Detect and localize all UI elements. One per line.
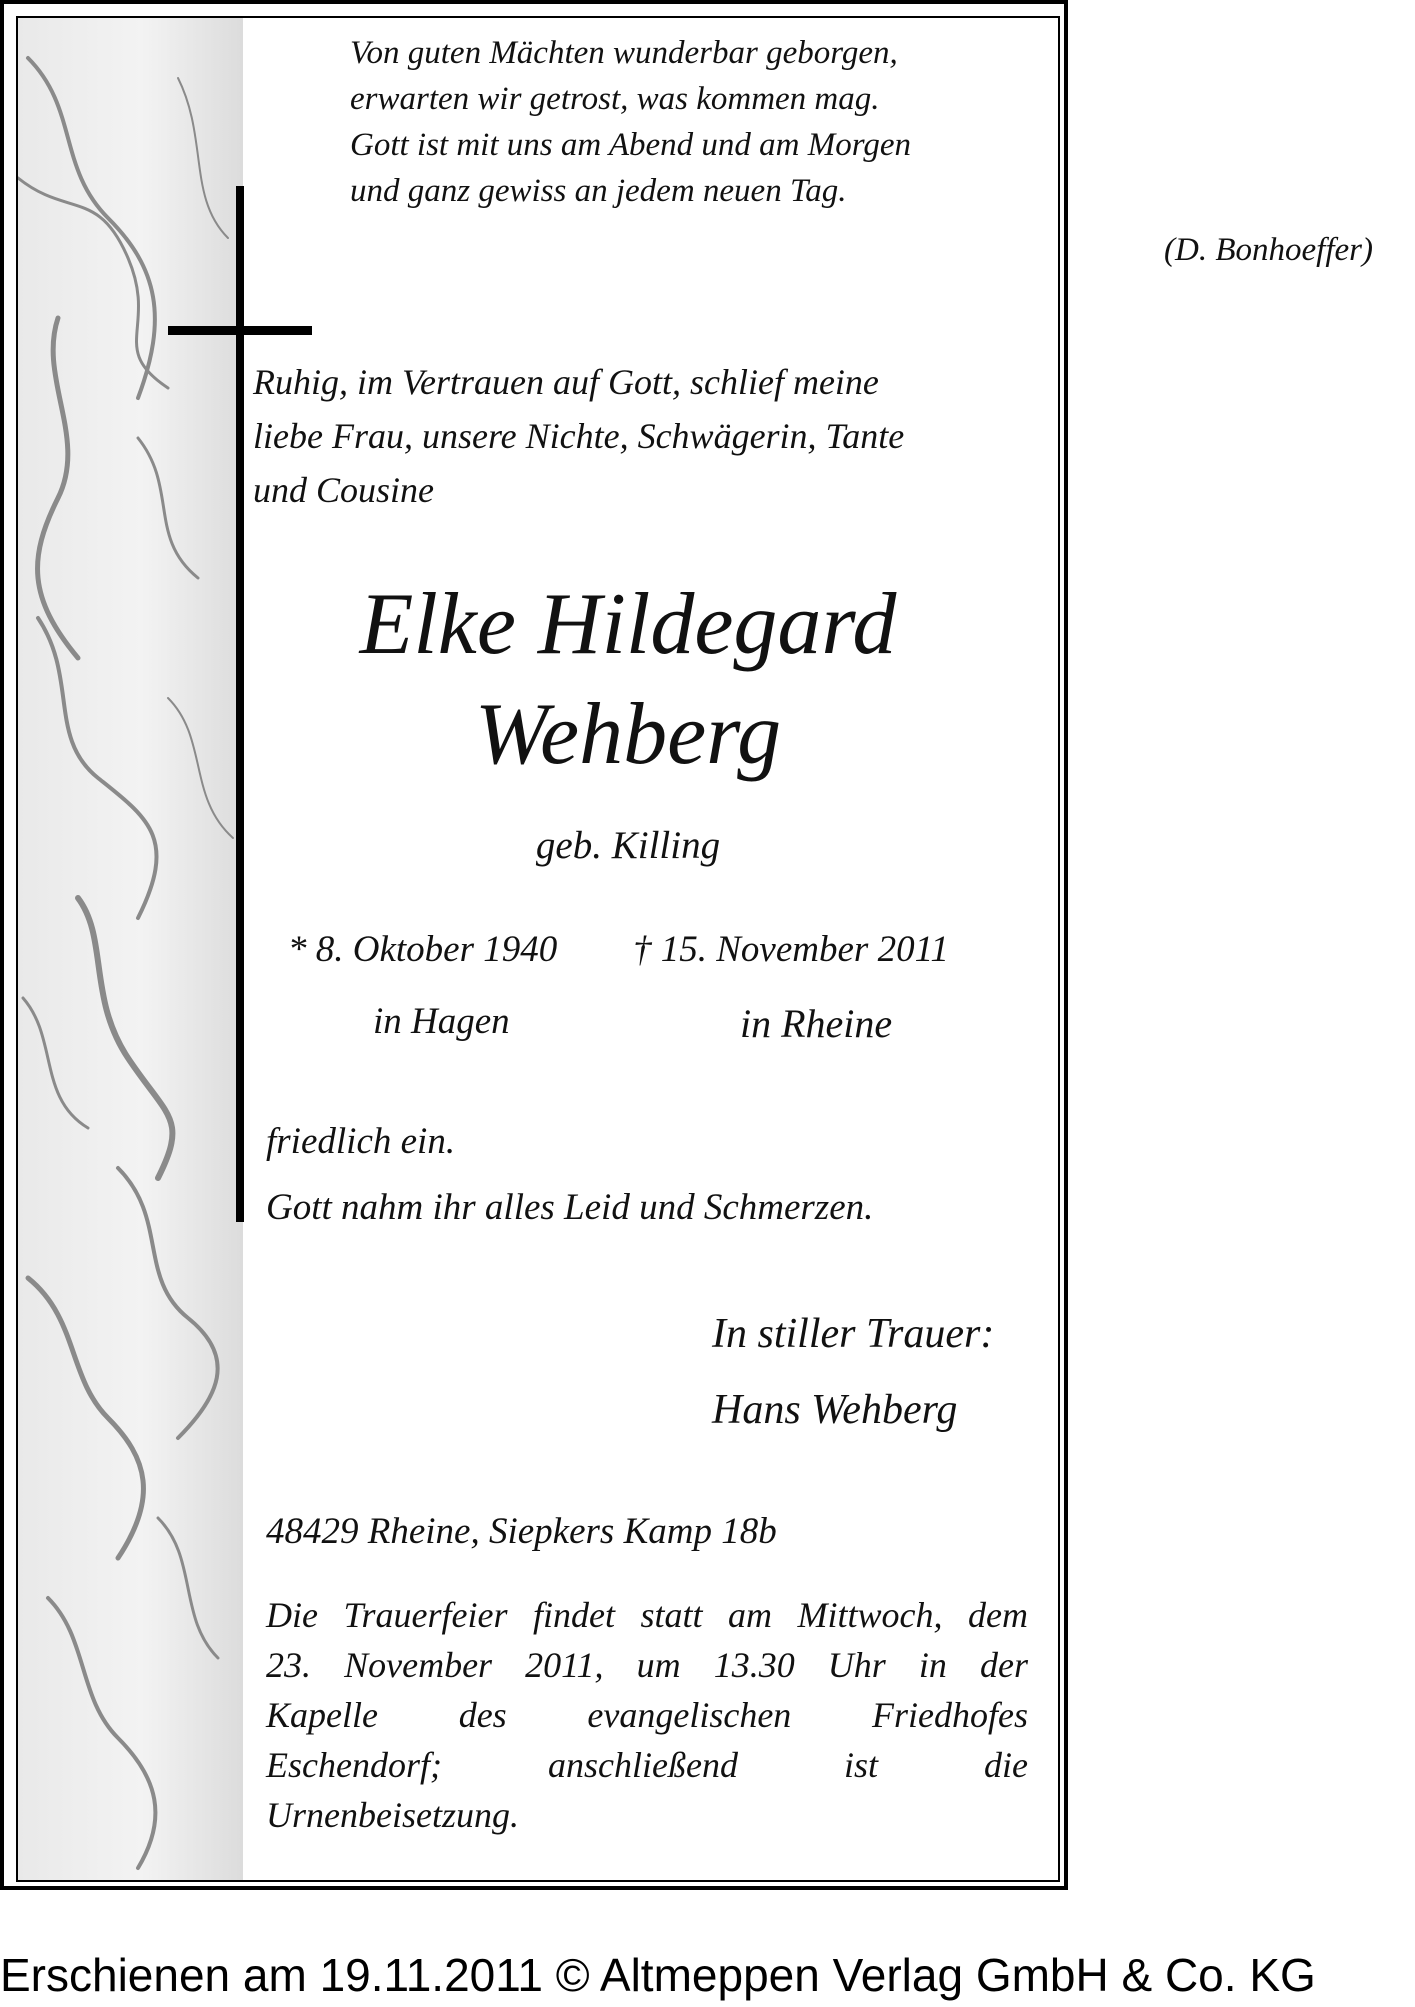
marble-decoration	[18, 18, 243, 1880]
quote-line: Von guten Mächten wunderbar geborgen,	[350, 35, 898, 71]
outro-line: Gott nahm ihr alles Leid und Schmerzen.	[266, 1187, 874, 1228]
quote-line: und ganz gewiss an jedem neuen Tag.	[350, 173, 847, 209]
bonhoeffer-quote	[350, 30, 911, 214]
mourner-name: Hans Wehberg	[712, 1387, 958, 1433]
death-date: † 15. November 2011	[633, 929, 949, 970]
birth-date: * 8. Oktober 1940	[288, 929, 558, 970]
intro-line: und Cousine	[253, 470, 435, 510]
birth-place: in Hagen	[373, 1001, 510, 1042]
service-line: Kapelle des evangelischen Friedhofes	[266, 1695, 1028, 1735]
publication-footer: Erschienen am 19.11.2011 © Altmeppen Verlag GmbH & Co. KG	[0, 1949, 1316, 2001]
maiden-name: geb. Killing	[535, 824, 721, 867]
quote-author: (D. Bonhoeffer)	[1164, 232, 1373, 268]
marble-veins	[18, 18, 243, 1880]
cross-vertical-beam	[236, 186, 244, 1222]
cross-horizontal-beam	[168, 326, 312, 335]
mourners-label: In stiller Trauer:	[712, 1311, 995, 1357]
intro-line: Ruhig, im Vertrauen auf Gott, schlief meine	[253, 362, 879, 402]
quote-line: Gott ist mit uns am Abend und am Morgen	[350, 127, 911, 163]
funeral-service-text	[266, 1590, 1028, 1840]
service-line: 23. November 2011, um 13.30 Uhr in der	[266, 1645, 1028, 1685]
outro-line: friedlich ein.	[266, 1121, 456, 1162]
service-line: Urnenbeisetzung.	[266, 1795, 519, 1835]
deceased-name	[252, 570, 1004, 790]
deceased-surname: Wehberg	[474, 686, 782, 783]
mourner-address: 48429 Rheine, Siepkers Kamp 18b	[266, 1511, 777, 1552]
service-line: Die Trauerfeier findet statt am Mittwoch, dem	[266, 1595, 1028, 1635]
quote-line: erwarten wir getrost, was kommen mag.	[350, 81, 880, 117]
intro-text	[253, 355, 904, 517]
deceased-first-names: Elke Hildegard	[359, 576, 897, 673]
death-place: in Rheine	[740, 1001, 893, 1046]
intro-line: liebe Frau, unsere Nichte, Schwägerin, Tante	[253, 416, 905, 456]
service-line: Eschendorf; anschließend ist die	[266, 1745, 1028, 1785]
